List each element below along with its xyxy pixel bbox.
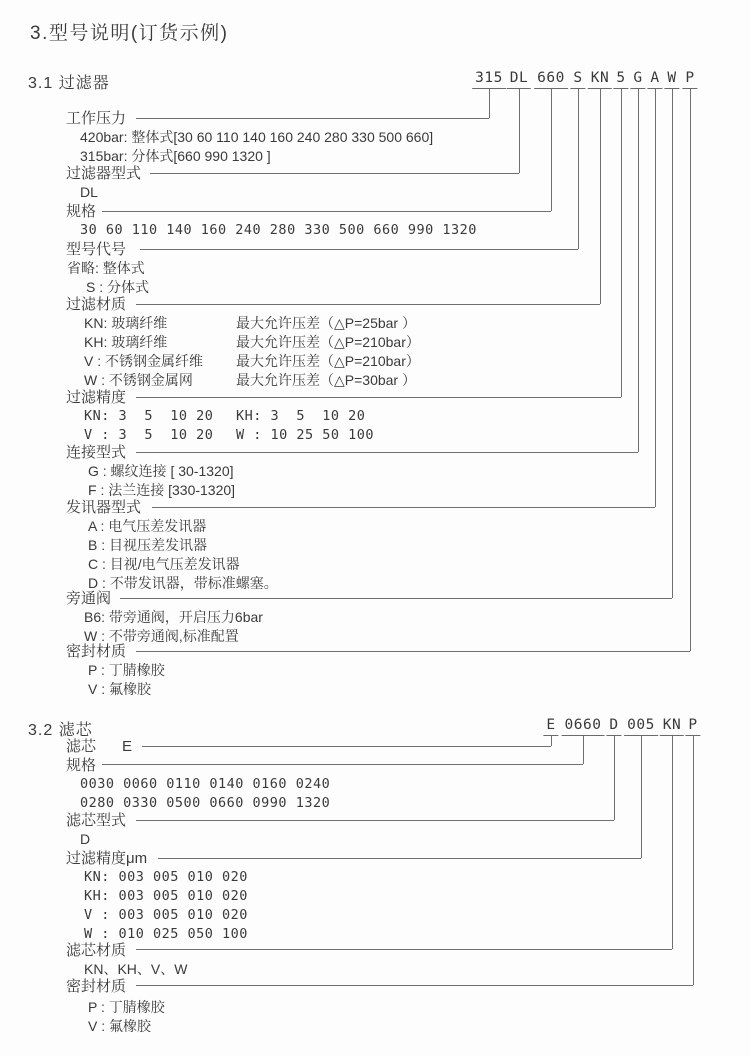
material-note: 最大允许压差（△P=210bar）	[236, 334, 420, 350]
label-seal-material: 密封材质	[66, 643, 127, 660]
connector-hline-precision	[136, 397, 621, 398]
material-note: 最大允许压差（△P=30bar ）	[236, 372, 416, 388]
material-note: 最大允许压差（△P=210bar）	[236, 353, 420, 369]
connector-hline-connection	[136, 452, 638, 453]
item-indicator-b: B : 目视压差发讯器	[88, 537, 208, 553]
connector-vline-filter-type	[519, 89, 520, 173]
item-indicator-d: D : 不带发讯器，带标准螺塞。	[88, 575, 278, 591]
label-precision-um: 过滤精度μm	[66, 850, 148, 867]
label-working-pressure: 工作压力	[66, 110, 127, 127]
connector-hline-material	[136, 949, 672, 950]
label-filter-precision: 过滤精度	[66, 389, 127, 406]
item-seal-p: P : 丁腈橡胶	[88, 999, 165, 1015]
code-token-seal: P	[685, 717, 700, 736]
code-token-seal: P	[682, 70, 697, 89]
connector-vline-spec	[551, 89, 552, 211]
code-token-spec: 660	[534, 70, 568, 89]
item-bypass-b6: B6: 带旁通阀，开启压力6bar	[84, 609, 263, 625]
code-token-material: KN	[588, 70, 612, 89]
code-token-filter-type: DL	[507, 70, 531, 89]
connector-vline-seal	[690, 89, 691, 651]
precision-right: W : 10 25 50 100	[236, 427, 375, 443]
label-spec: 规格	[66, 757, 97, 774]
section-31-heading: 3.1 过滤器	[28, 75, 110, 92]
connector-vline-indicator	[655, 89, 656, 507]
connector-hline-seal	[136, 985, 693, 986]
item-indicator-c: C : 目视/电气压差发讯器	[88, 556, 240, 572]
connector-vline-precision	[641, 736, 642, 858]
section-32-heading: 3.2 滤芯	[28, 722, 93, 739]
connector-vline-precision	[621, 89, 622, 397]
connector-hline-model	[140, 249, 578, 250]
connector-hline-seal	[136, 651, 690, 652]
precision-left: V : 3 5 10 20	[84, 427, 214, 443]
value-element-type: D	[80, 831, 91, 847]
code-token-precision: 005	[624, 717, 658, 736]
connector-hline-indicator	[152, 507, 655, 508]
connector-vline-connection	[638, 89, 639, 452]
item-material-v	[84, 353, 420, 370]
code-token-bypass: W	[664, 70, 679, 89]
material-note: 最大允许压差（△P=25bar ）	[236, 315, 416, 331]
item-material-w	[84, 372, 416, 389]
connector-vline-element	[551, 736, 552, 746]
label-element-type: 滤芯型式	[66, 812, 127, 829]
code-token-element: E	[543, 717, 558, 736]
material-name: KH: 玻璃纤维	[84, 334, 168, 350]
item-seal-v: V : 氟橡胶	[88, 681, 152, 697]
connector-vline-model	[578, 89, 579, 249]
item-material-kh	[84, 334, 420, 351]
item-bypass-w: W : 不带旁通阀,标准配置	[84, 628, 239, 644]
code-token-pressure: 315	[472, 70, 506, 89]
item-material-kn	[84, 315, 416, 332]
item-seal-v: V : 氟橡胶	[88, 1018, 152, 1034]
item-model-default: 省略: 整体式	[67, 260, 145, 276]
connector-vline-material	[672, 736, 673, 949]
material-name: KN: 玻璃纤维	[84, 315, 168, 331]
code-token-material: KN	[660, 717, 684, 736]
code-token-model: S	[570, 70, 585, 89]
connector-vline-spec	[583, 736, 584, 764]
label-bypass-valve: 旁通阀	[66, 590, 112, 607]
label-filter-type: 过滤器型式	[66, 165, 142, 182]
code-token-connection: G	[630, 70, 645, 89]
connector-hline-bypass	[120, 598, 672, 599]
label-element	[66, 738, 132, 755]
value-spec-sizes: 30 60 110 140 160 240 280 330 500 660 990 1320	[80, 222, 477, 238]
item-pressure-420bar: 420bar: 整体式[30 60 110 140 160 240 280 330 500 660]	[80, 129, 434, 145]
connector-vline-element-type	[614, 736, 615, 820]
code-token-spec: 0660	[562, 717, 605, 736]
connector-vline-bypass	[672, 89, 673, 598]
connector-hline-precision	[158, 858, 641, 859]
label-element-material: 滤芯材质	[66, 942, 127, 959]
material-name: V : 不锈钢金属纤维	[84, 353, 204, 369]
value-element-material: KN、KH、V、W	[84, 961, 188, 977]
item-spec-row2: 0280 0330 0500 0660 0990 1320	[80, 795, 331, 811]
connector-vline-seal	[693, 736, 694, 985]
connector-vline-material	[600, 89, 601, 304]
item-spec-row1: 0030 0060 0110 0140 0160 0240	[80, 776, 331, 792]
connector-hline-material	[136, 304, 600, 305]
element-label: 滤芯	[66, 738, 97, 755]
item-precision-row1	[84, 408, 365, 425]
page-title: 3.型号说明(订货示例)	[30, 23, 229, 44]
code-token-indicator: A	[647, 70, 662, 89]
connector-hline-element-type	[136, 820, 614, 821]
precision-right: KH: 3 5 10 20	[236, 408, 366, 424]
connector-hline-spec	[102, 764, 583, 765]
item-precision-kh: KH: 003 005 010 020	[84, 888, 248, 904]
label-spec: 规格	[66, 203, 97, 220]
item-connection-g: G : 螺纹连接 [ 30-1320]	[88, 463, 234, 479]
code-token-element-type: D	[606, 717, 621, 736]
item-precision-row2	[84, 427, 374, 444]
connector-hline-pressure	[136, 118, 489, 119]
item-seal-p: P : 丁腈橡胶	[88, 662, 165, 678]
element-value: E	[122, 738, 133, 755]
precision-left: KN: 3 5 10 20	[84, 408, 214, 424]
label-indicator-type: 发讯器型式	[66, 499, 142, 516]
label-seal-material: 密封材质	[66, 978, 127, 995]
connector-vline-pressure	[489, 89, 490, 118]
label-connection-type: 连接型式	[66, 444, 127, 461]
label-filter-material: 过滤材质	[66, 296, 127, 313]
item-connection-f: F : 法兰连接 [330-1320]	[88, 482, 236, 498]
connector-hline-element	[142, 746, 551, 747]
connector-hline-spec	[102, 211, 551, 212]
item-model-s: S : 分体式	[86, 279, 150, 295]
item-precision-w: W : 010 025 050 100	[84, 926, 248, 942]
connector-hline-filter-type	[150, 173, 519, 174]
value-filter-type: DL	[80, 184, 98, 200]
item-indicator-a: A : 电气压差发讯器	[88, 518, 207, 534]
material-name: W : 不锈钢金属网	[84, 372, 193, 388]
label-model-code: 型号代号	[66, 241, 127, 258]
item-precision-kn: KN: 003 005 010 020	[84, 869, 248, 885]
code-token-precision: 5	[613, 70, 628, 89]
item-pressure-315bar: 315bar: 分体式[660 990 1320 ]	[80, 148, 271, 164]
item-precision-v: V : 003 005 010 020	[84, 907, 248, 923]
